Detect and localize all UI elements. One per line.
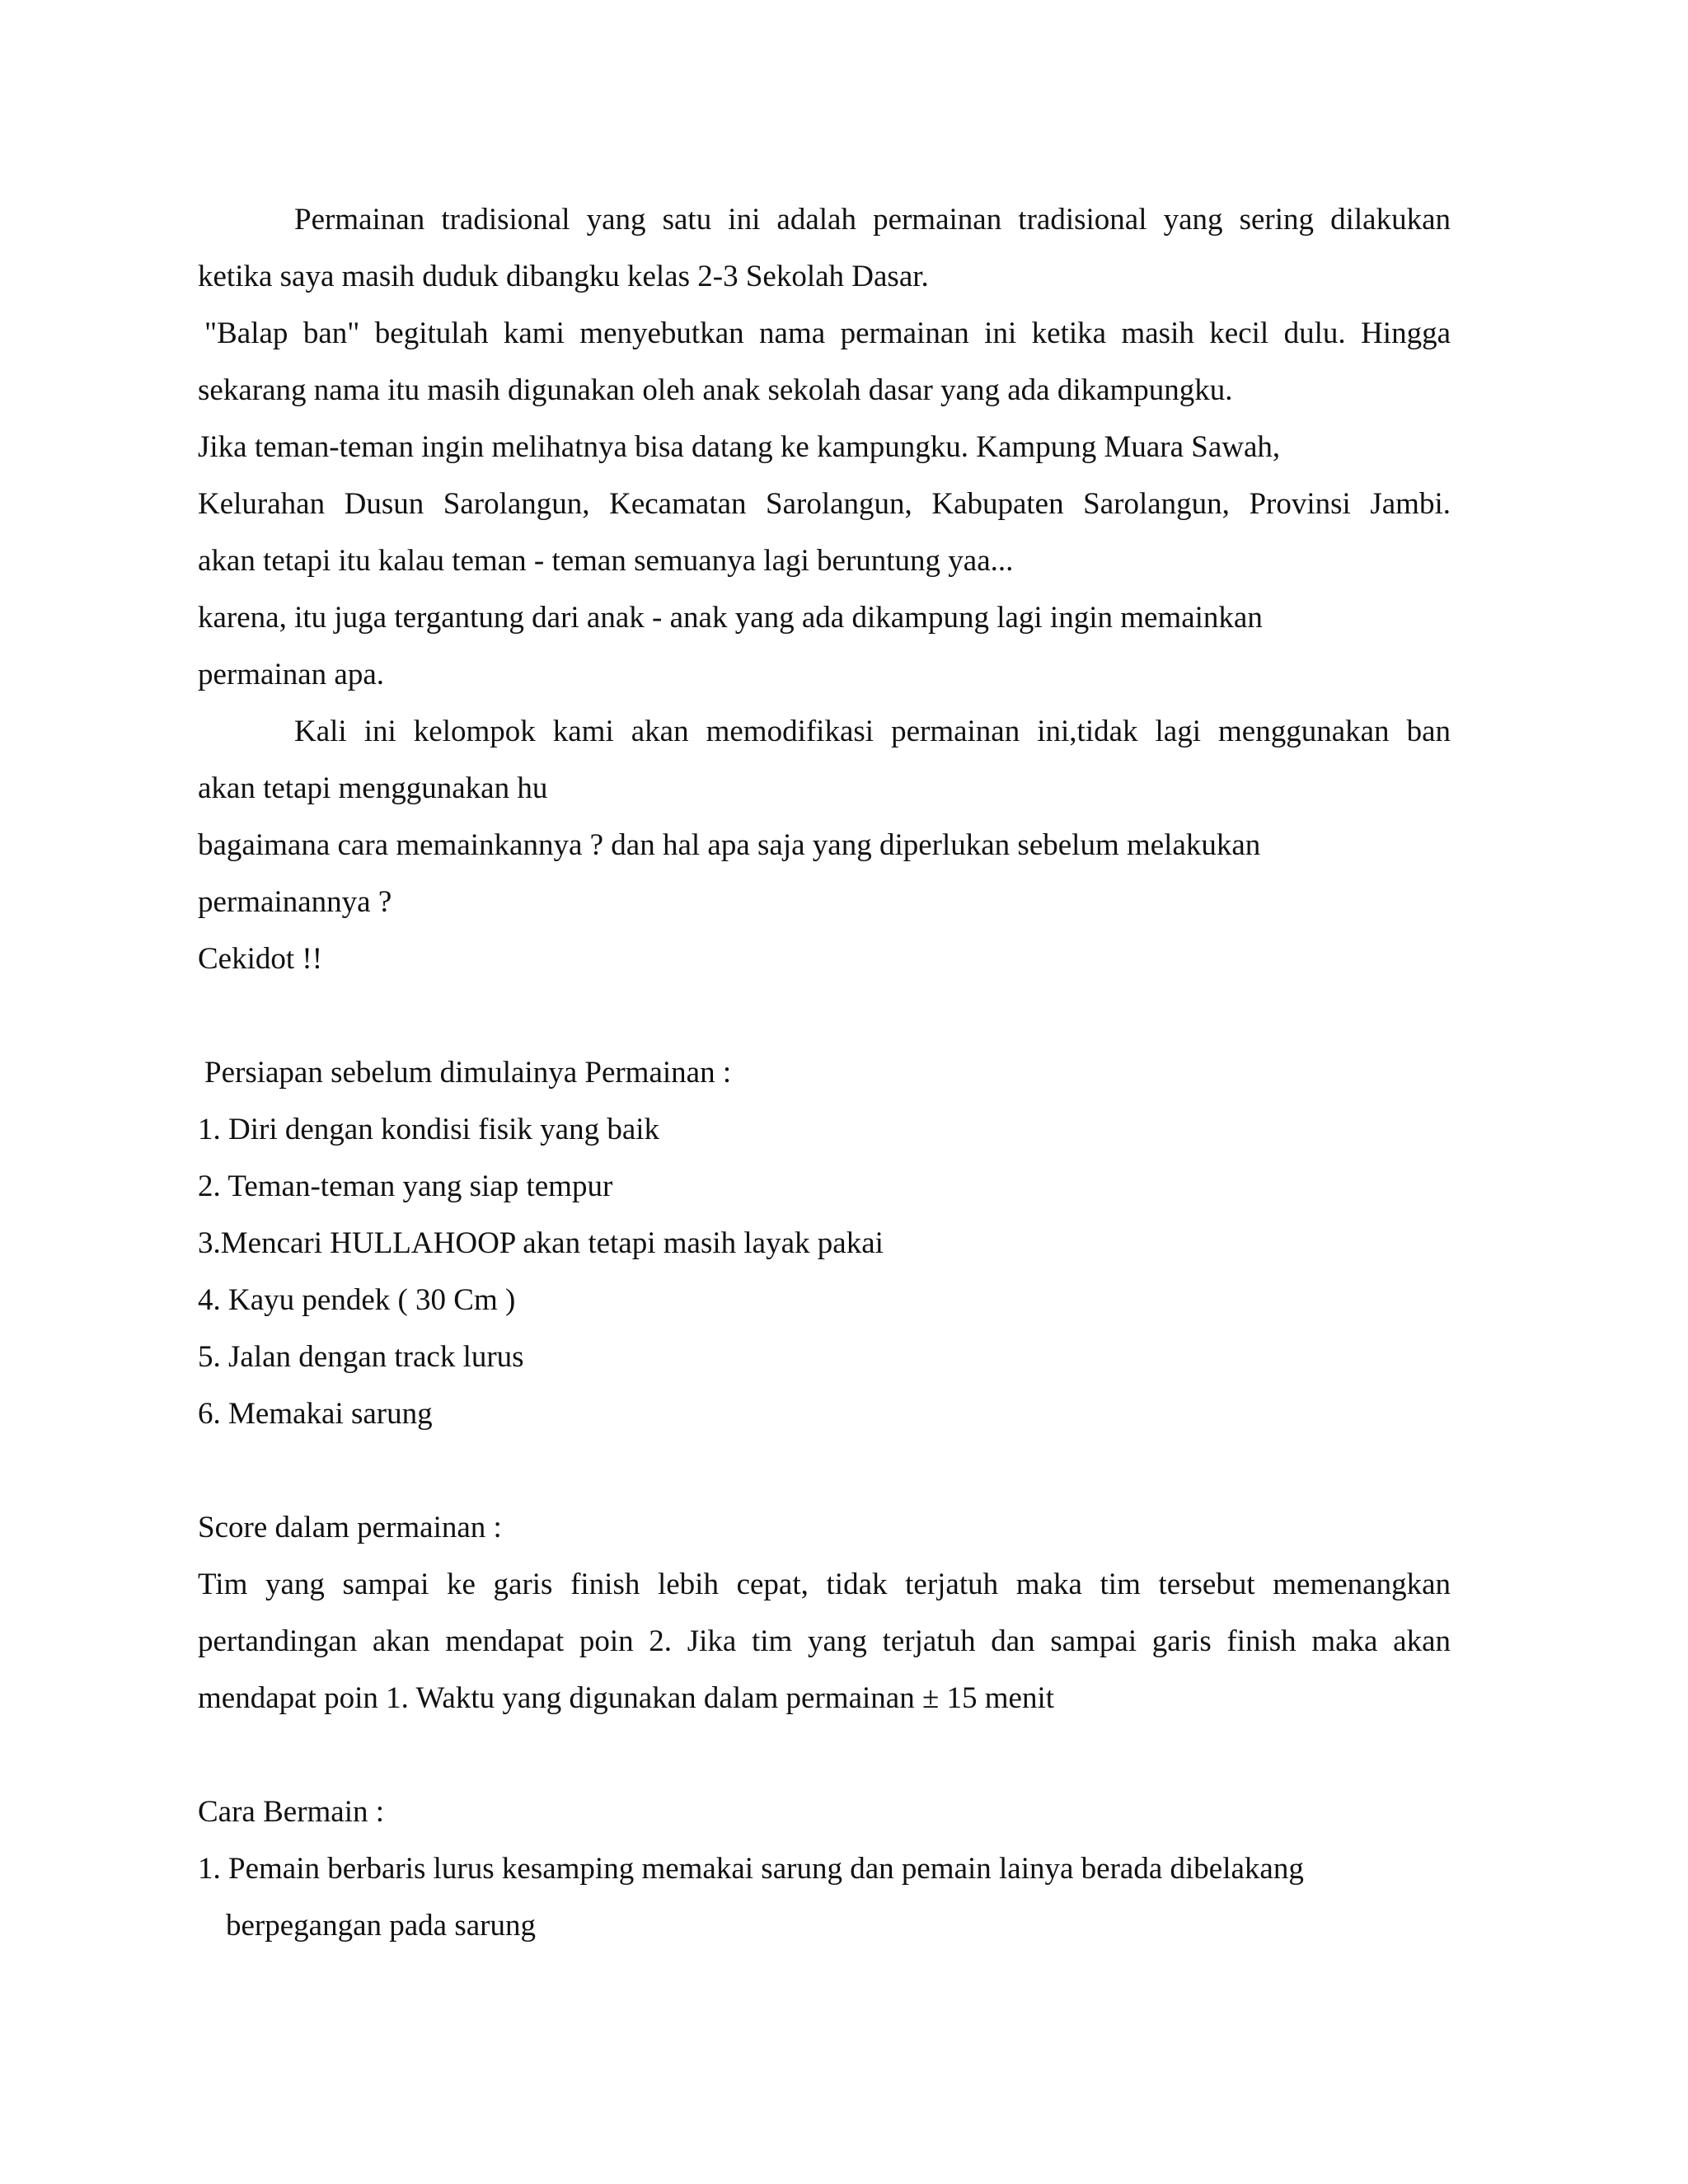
paragraph-4-line-2: permainan apa. bbox=[198, 658, 384, 691]
how-to-play-item-1-line-2: berpegangan pada sarung bbox=[226, 1909, 536, 1943]
score-line-3: mendapat poin 1. Waktu yang digunakan dalam permainan ± 15 menit bbox=[198, 1681, 1055, 1715]
preparation-item-2: 2. Teman-teman yang siap tempur bbox=[198, 1169, 613, 1203]
blank-line bbox=[198, 1442, 1451, 1499]
document-body bbox=[198, 191, 1451, 1954]
how-to-play-item-1-line-1: 1. Pemain berbaris lurus kesamping memakai sarung dan pemain lainya berada dibelakang bbox=[198, 1852, 1304, 1886]
paragraph-6-line-2: permainannya ? bbox=[198, 885, 392, 919]
paragraph-1-line-2: ketika saya masih duduk dibangku kelas 2-3 Sekolah Dasar. bbox=[198, 260, 929, 293]
paragraph-5-line-1: Kali ini kelompok kami akan memodifikasi permainan ini,tidak lagi menggunakan ban bbox=[294, 715, 1451, 748]
paragraph-3-line-2: Kelurahan Dusun Sarolangun, Kecamatan Sarolangun, Kabupaten Sarolangun, Provinsi Jambi. bbox=[198, 487, 1451, 521]
score-line-1: Tim yang sampai ke garis finish lebih cepat, tidak terjatuh maka tim tersebut memenangkan bbox=[198, 1568, 1451, 1601]
preparation-item-1: 1. Diri dengan kondisi fisik yang baik bbox=[198, 1113, 660, 1146]
paragraph-3-line-3: akan tetapi itu kalau teman - teman semuanya lagi beruntung yaa... bbox=[198, 544, 1014, 578]
paragraph-1-line-1: Permainan tradisional yang satu ini adalah permainan tradisional yang sering dilakukan bbox=[294, 203, 1451, 237]
paragraph-5-line-2: akan tetapi menggunakan hu bbox=[198, 771, 548, 805]
preparation-item-4: 4. Kayu pendek ( 30 Cm ) bbox=[198, 1283, 516, 1317]
how-to-play-heading: Cara Bermain : bbox=[198, 1795, 385, 1829]
preparation-item-6: 6. Memakai sarung bbox=[198, 1397, 433, 1431]
paragraph-3-line-1: Jika teman-teman ingin melihatnya bisa datang ke kampungku. Kampung Muara Sawah, bbox=[198, 430, 1281, 464]
preparation-heading: Persiapan sebelum dimulainya Permainan : bbox=[204, 1056, 732, 1090]
exclamation-line: Cekidot !! bbox=[198, 942, 323, 976]
paragraph-6-line-1: bagaimana cara memainkannya ? dan hal apa saja yang diperlukan sebelum melakukan bbox=[198, 828, 1261, 862]
paragraph-2-line-1: "Balap ban" begitulah kami menyebutkan nama permainan ini ketika masih kecil dulu. Hingga bbox=[204, 316, 1451, 350]
blank-line bbox=[198, 987, 1451, 1044]
score-line-2: pertandingan akan mendapat poin 2. Jika tim yang terjatuh dan sampai garis finish maka akan bbox=[198, 1624, 1451, 1658]
paragraph-2-line-2: sekarang nama itu masih digunakan oleh anak sekolah dasar yang ada dikampungku. bbox=[198, 373, 1233, 407]
preparation-item-3: 3.Mencari HULLAHOOP akan tetapi masih layak pakai bbox=[198, 1226, 884, 1260]
paragraph-4-line-1: karena, itu juga tergantung dari anak - anak yang ada dikampung lagi ingin memainkan bbox=[198, 601, 1263, 635]
score-heading: Score dalam permainan : bbox=[198, 1511, 502, 1544]
preparation-item-5: 5. Jalan dengan track lurus bbox=[198, 1340, 524, 1374]
blank-line bbox=[198, 1727, 1451, 1783]
